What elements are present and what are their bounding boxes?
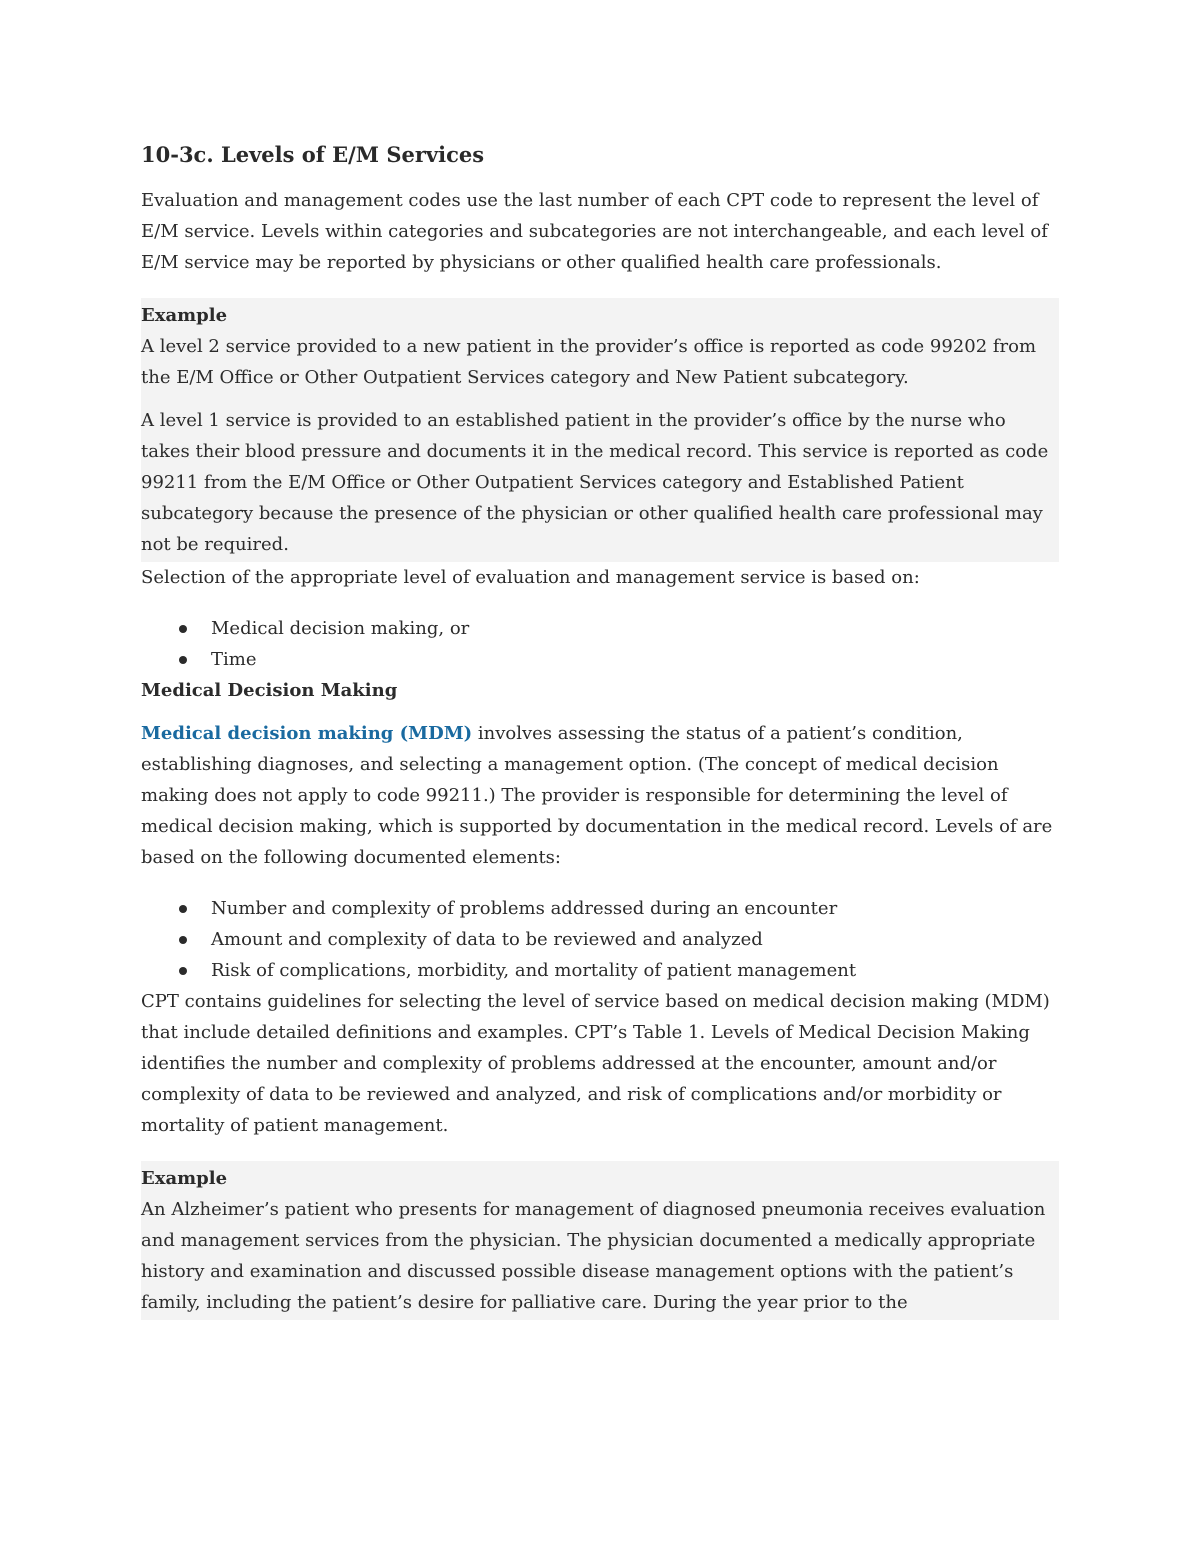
selection-list <box>141 613 1061 675</box>
list-item: Time <box>141 644 1061 675</box>
example-title: Example <box>141 305 228 326</box>
bullet-icon <box>179 625 187 633</box>
example-paragraph: An Alzheimer’s patient who presents for management of diagnosed pneumonia receives evaluation and management services from the physician. The physician documented a medically appropriate history and examination and discussed possible disease management options with the patient’s family, including the patient’s desire for palliative care. During the year prior to the <box>141 1199 1046 1313</box>
example-box-1 <box>141 298 1059 562</box>
document-page <box>141 140 1061 1320</box>
mdm-elements-list <box>141 893 1061 986</box>
example-title: Example <box>141 1168 228 1189</box>
bullet-icon <box>179 967 187 975</box>
list-item: Amount and complexity of data to be reviewed and analyzed <box>141 924 1061 955</box>
cpt-paragraph: CPT contains guidelines for selecting the level of service based on medical decision making (MDM) that include detailed definitions and examples. CPT’s Table 1. Levels of Medical Decision Making identifies the number and complexity of problems addressed at the encounter, amount and/or complexity of data to be reviewed and analyzed, and risk of complications and/or morbidity or mortality of patient management. <box>141 991 1050 1136</box>
mdm-paragraph: Medical decision making (MDM) involves assessing the status of a patient’s condition, establishing diagnoses, and selecting a management option. (The concept of medical decision making does not apply to code 99211.) The provider is responsible for determining the level of medical decision making, which is supported by documentation in the medical record. Levels of are based on the following documented elements: <box>141 723 1053 868</box>
bullet-icon <box>179 936 187 944</box>
example-paragraph: A level 1 service is provided to an established patient in the provider’s office by the nurse who takes their blood pressure and documents it in the medical record. This service is reported as code 99211 from the E/M Office or Other Outpatient Services category and Established Patient subcategory because the presence of the physician or other qualified health care professional may not be required. <box>141 410 1049 555</box>
list-item: Number and complexity of problems addressed during an encounter <box>141 893 1061 924</box>
bullet-icon <box>179 656 187 664</box>
section-heading: 10-3c. Levels of E/M Services <box>141 142 485 167</box>
intro-paragraph: Evaluation and management codes use the last number of each CPT code to represent the level of E/M service. Levels within categories and subcategories are not interchangeable, and each level of E/M service may be reported by physicians or other qualified health care professionals. <box>141 190 1048 273</box>
selection-intro: Selection of the appropriate level of evaluation and management service is based on: <box>141 567 920 588</box>
mdm-heading: Medical Decision Making <box>141 680 398 701</box>
list-item: Medical decision making, or <box>141 613 1061 644</box>
list-item: Risk of complications, morbidity, and mortality of patient management <box>141 955 1061 986</box>
example-box-2 <box>141 1161 1059 1320</box>
bullet-icon <box>179 905 187 913</box>
mdm-term: Medical decision making (MDM) <box>141 723 473 744</box>
example-paragraph: A level 2 service provided to a new patient in the provider’s office is reported as code 99202 from the E/M Office or Other Outpatient Services category and New Patient subcategory. <box>141 336 1037 388</box>
